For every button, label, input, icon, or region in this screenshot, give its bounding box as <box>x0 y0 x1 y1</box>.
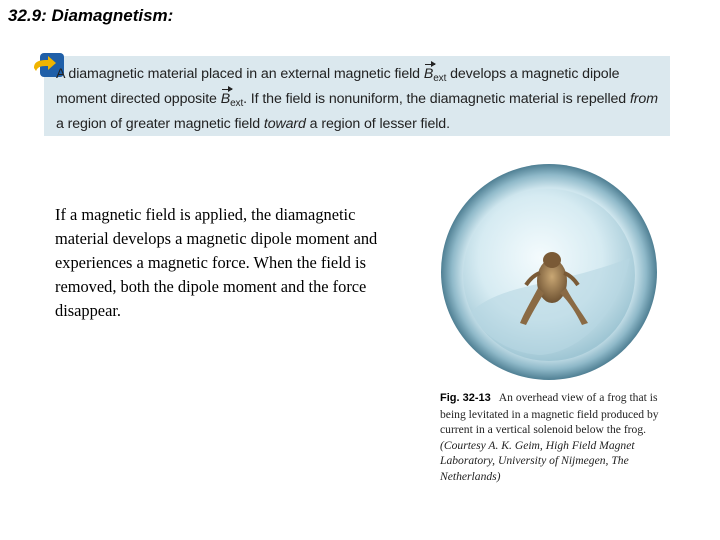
figure-credit: (Courtesy A. K. Geim, High Field Magnet Laboratory, University of Nijmegen, The Netherlands) <box>440 438 635 483</box>
callout-text <box>56 64 666 135</box>
b-ext-subscript: ext <box>230 98 244 109</box>
b-ext-subscript: ext <box>433 73 447 84</box>
figure-caption-text: An overhead view of a frog that is being levitated in a magnetic field produced by current in a vertical solenoid below the frog. <box>440 391 659 436</box>
body-paragraph: If a magnetic field is applied, the diamagnetic material develops a magnetic dipole moment and experiences a magnetic force. When the field is removed, both the dipole moment and the force disappear. <box>55 205 378 320</box>
callout-text-part1: A diamagnetic material placed in an external magnetic field <box>56 66 424 82</box>
figure-label: Fig. 32-13 <box>440 392 491 404</box>
callout-text-part3: . If the field is nonuniform, the diamagnetic material is repelled <box>243 91 630 107</box>
slide-title: 32.9: Diamagnetism: <box>8 6 174 25</box>
callout-text-part5: a region of lesser field. <box>305 116 450 132</box>
figure-caption <box>440 390 680 484</box>
callout-toward-word: toward <box>263 116 306 132</box>
b-ext-vector: B <box>221 89 230 110</box>
levitating-frog-photo <box>440 163 658 381</box>
callout-from-word: from <box>629 91 658 107</box>
callout-text-part4: a region of greater magnetic field <box>56 116 264 132</box>
b-ext-vector: B <box>424 64 433 85</box>
callout-text-part2: develops a magnetic dipole moment directed opposite <box>56 66 620 107</box>
